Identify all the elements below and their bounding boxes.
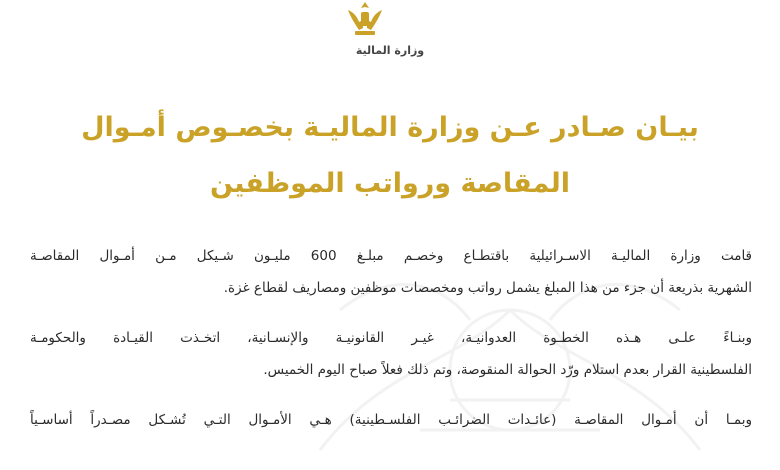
title-line-2: المقاصة ورواتب الموظفين [209,168,571,199]
paragraph-line: وبنـاءً علـى هـذه الخطـوة العدوانيـة، غيـر القانونيـة والإنسـانية، اتخـذت القيـادة والحكومـة [30,330,752,346]
paragraph-line: قامت وزارة الماليـة الاسـرائيلية باقتطـاع وخصـم مبلـغ 600 مليـون شـيكل مـن أمـوال المقاصـة [30,248,753,264]
page-title [40,100,740,212]
paragraph-line: وبمـا أن أمـوال المقاصـة (عائـدات الضرائـب الفلسـطينية) هـي الأمـوال التـي تُشـكل مصـدراً أساسـياً [30,412,752,428]
paragraph-line: الشهرية بذريعة أن جزء من هذا المبلغ يشمل رواتب ومخصصات موظفين ومصاريف لقطاع غزة. [223,280,752,296]
eagle-emblem-icon [345,0,385,38]
statement-body [30,240,752,454]
paragraph-1 [30,240,752,304]
paragraph-3 [30,404,752,436]
ministry-name: وزارة المالية [355,44,425,57]
title-line-1: بيـان صـادر عـن وزارة الماليـة بخصـوص أمـوال [81,112,699,143]
paragraph-2 [30,322,752,386]
palestine-emblem-logo [345,0,385,38]
paragraph-line: الفلسطينية القرار بعدم استلام ورّد الحوالة المنقوصة، وتم ذلك فعلاً صباح اليوم الخميس. [263,362,752,378]
